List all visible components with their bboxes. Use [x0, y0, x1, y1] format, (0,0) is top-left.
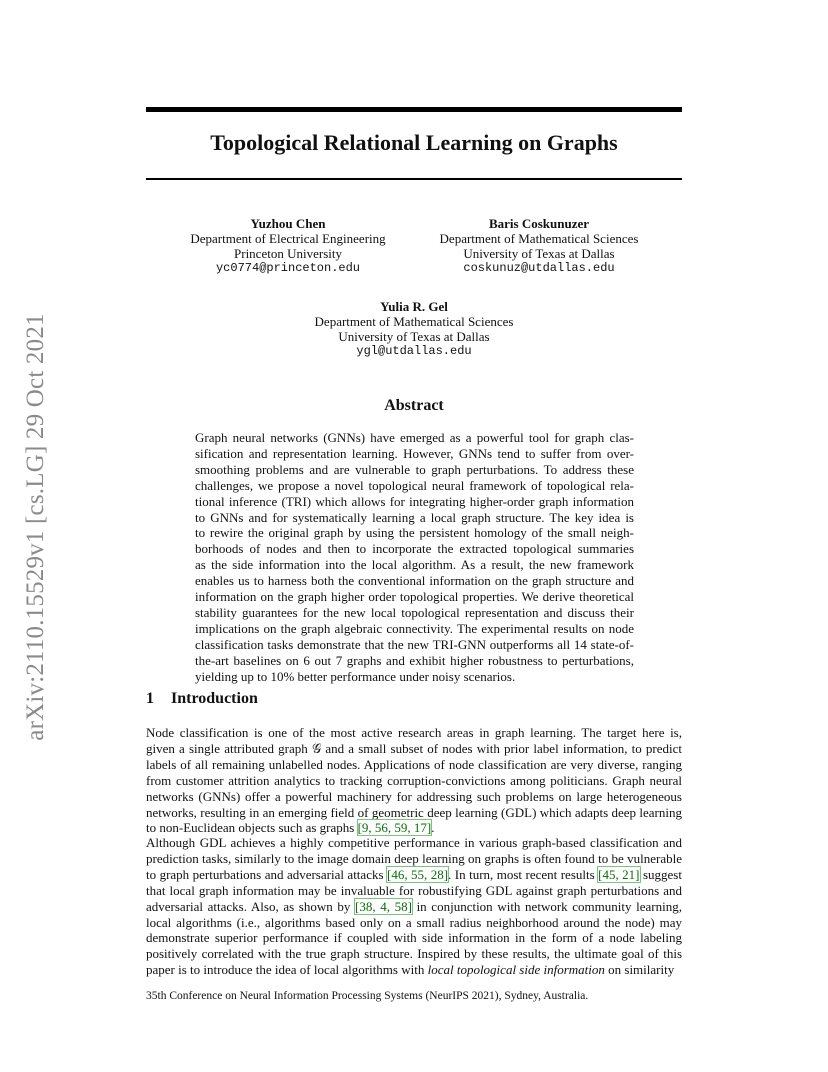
intro-paragraph-2: [146, 835, 682, 978]
title-rule-top: [146, 107, 682, 112]
graph-symbol: 𝒢: [311, 740, 322, 756]
conference-footer: 35th Conference on Neural Information Processing Systems (NeurIPS 2021), Sydney, Australia.: [146, 990, 589, 1002]
text-line: that local graph information may be invaluable for robustifying GDL against graph perturbations and: [146, 882, 682, 898]
author-block-3: [264, 299, 564, 359]
text-line: given a single attributed graph 𝒢 and a small subset of nodes with prior label information, to predict: [146, 740, 682, 756]
author-block-1: [170, 216, 406, 276]
section-title: Introduction: [171, 690, 258, 707]
author-department: Department of Electrical Engineering: [190, 231, 386, 246]
author-name: Yuzhou Chen: [250, 216, 326, 231]
emphasis-text: local topological side information: [427, 962, 605, 978]
citation-link[interactable]: [9, 56, 59, 17]: [357, 820, 432, 836]
author-department: Department of Mathematical Sciences: [439, 231, 639, 246]
author-name: Yulia R. Gel: [380, 299, 448, 314]
citation-link[interactable]: [46, 55, 28]: [387, 866, 449, 882]
arxiv-stamp: [22, 294, 50, 760]
abstract-line: implications on the graph algebraic connectivity. The experimental results on node: [195, 620, 634, 636]
abstract-body: [195, 430, 634, 685]
paper-title: Topological Relational Learning on Graphs: [210, 130, 618, 155]
section-number: 1: [146, 690, 154, 707]
text-line: prediction tasks, similarly to the image domain deep learning on graphs is often found to be vulnerable: [146, 850, 682, 866]
author-email[interactable]: coskunuz@utdallas.edu: [463, 261, 615, 275]
abstract-line: classification tasks demonstrate that the new TRI-GNN outperforms all 14 state-of-: [195, 636, 634, 652]
author-name: Baris Coskunuzer: [488, 216, 590, 231]
text-line: positively correlated with the true graph structure. Inspired by these results, the ultimate goal of this: [146, 946, 682, 962]
author-email[interactable]: yc0774@princeton.edu: [215, 261, 361, 275]
text-line: to graph perturbations and adversarial attacks [46, 55, 28]. In turn, most recent results [45, 21] suggest: [146, 866, 682, 882]
author-institution: Princeton University: [234, 246, 342, 261]
abstract-line: stability guarantees for the new local topological representation and discuss their: [195, 604, 634, 620]
text-line: Although GDL achieves a highly competitive performance in various graph-based classification and: [146, 835, 682, 850]
abstract-heading: Abstract: [384, 397, 444, 414]
author-institution: University of Texas at Dallas: [463, 246, 615, 261]
abstract-line: borhoods of nodes and then to incorporate the extracted topological summaries: [195, 541, 634, 557]
citation-link[interactable]: [45, 21]: [598, 866, 640, 882]
abstract-line: tional inference (TRI) which allows for integrating higher-order graph information: [195, 493, 634, 509]
abstract-line: to GNNs and for systematically learning a local graph structure. The key idea is: [195, 509, 634, 525]
author-institution: University of Texas at Dallas: [338, 329, 490, 344]
text-line: Node classification is one of the most active research areas in graph learning. The target here is,: [146, 725, 682, 740]
abstract-line: information on the graph higher order topological properties. We derive theoretical: [195, 589, 634, 605]
text-line: from customer attrition analytics to tracking corruption-convictions among politicians. Graph neural: [146, 772, 682, 788]
abstract-line: smoothing problems and are vulnerable to graph perturbations. To address these: [195, 461, 634, 477]
abstract-line: challenges, we propose a novel topological neural framework of topological rela-: [195, 477, 634, 493]
abstract-line: enables us to harness both the conventional information on the graph structure and: [195, 573, 634, 589]
abstract-line: Graph neural networks (GNNs) have emerged as a powerful tool for graph clas-: [195, 430, 634, 445]
text-line: local algorithms (i.e., algorithms based only on a small radius neighborhood around the node) may: [146, 914, 682, 930]
text-line: demonstrate superior performance if coupled with side information in the form of a node labeling: [146, 930, 682, 946]
text-line: paper is to introduce the idea of local algorithms with local topological side information on similarity: [146, 962, 675, 978]
author-department: Department of Mathematical Sciences: [314, 314, 514, 329]
text-line: adversarial attacks. Also, as shown by [38, 4, 58] in conjunction with network community learning,: [146, 898, 682, 914]
author-block-2: [420, 216, 658, 276]
text-line: networks (GNNs) offer a powerful machinery for addressing such problems on large heterogeneous: [146, 788, 682, 804]
abstract-line: sification and representation learning. However, GNNs tend to suffer from over-: [195, 445, 634, 461]
section-heading: [146, 690, 258, 708]
text-line: labels of all remaining unlabelled nodes. Applications of node classification are very diverse, ranging: [146, 756, 682, 772]
abstract-line: to rewire the original graph by using the persistent homology of the small neigh-: [195, 525, 634, 541]
text-line: networks, resulting in an emerging field of geometric deep learning (GDL) which adapts deep learning: [146, 804, 682, 820]
text-line: to non-Euclidean objects such as graphs [9, 56, 59, 17].: [146, 820, 435, 836]
title-rule-bottom: [146, 178, 682, 180]
abstract-line: yielding up to 10% better performance under noisy scenarios.: [195, 668, 516, 684]
intro-paragraph-1: [146, 725, 682, 836]
abstract-line: as the side information into the local algorithm. As a result, the new framework: [195, 557, 634, 573]
arxiv-stamp-text: arXiv:2110.15529v1 [cs.LG] 29 Oct 2021: [22, 313, 49, 741]
author-email[interactable]: ygl@utdallas.edu: [356, 344, 472, 358]
abstract-line: the-art baselines on 6 out 7 graphs and exhibit higher robustness to perturbations,: [195, 652, 634, 668]
citation-link[interactable]: [38, 4, 58]: [355, 898, 412, 914]
